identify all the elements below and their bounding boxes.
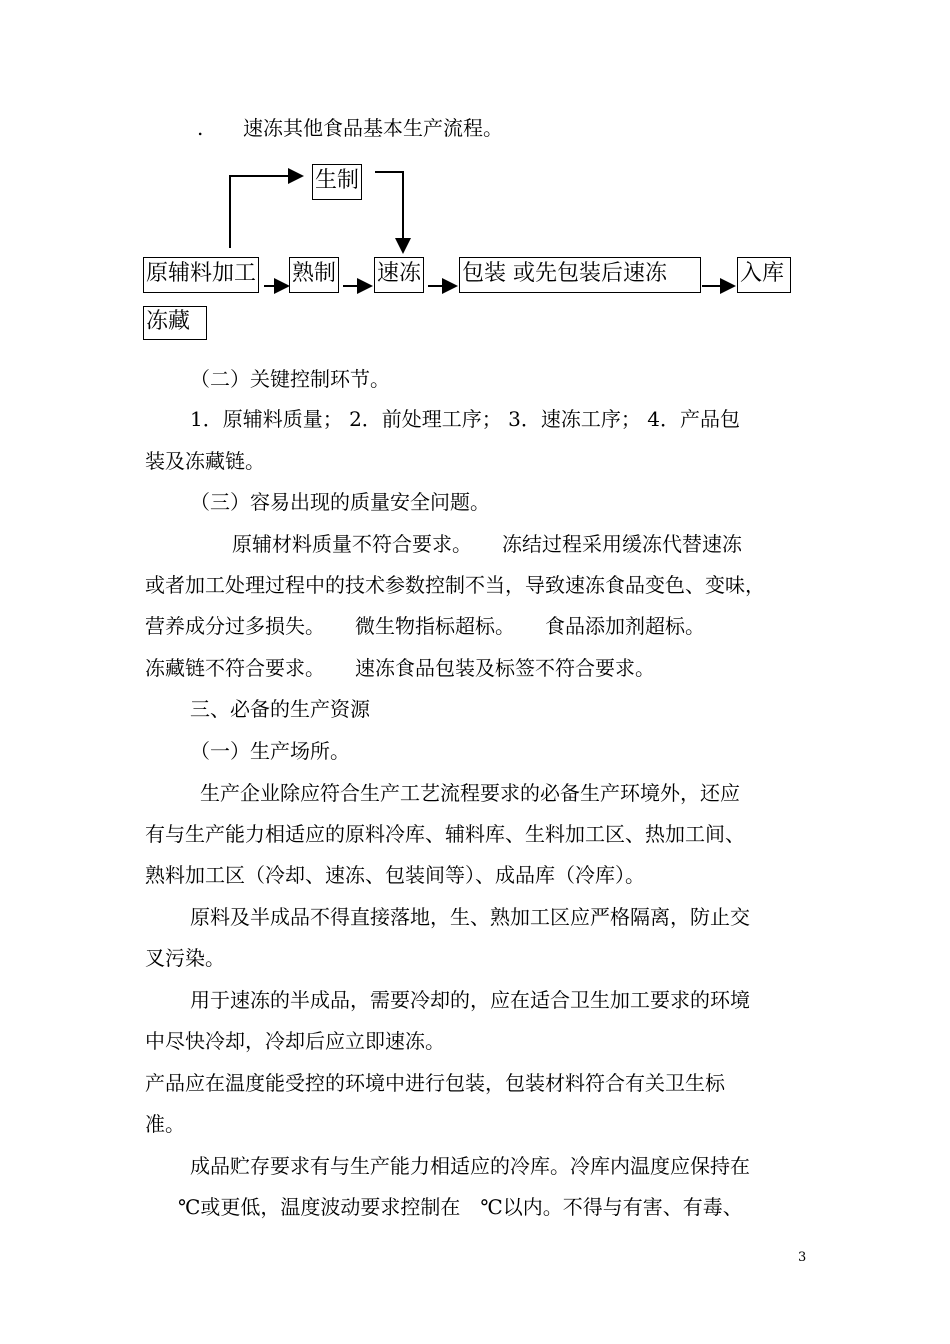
paragraph-line: 原料及半成品不得直接落地，生、熟加工区应严格隔离，防止交 bbox=[190, 905, 750, 929]
paragraph-line: 装及冻藏链。 bbox=[145, 449, 265, 473]
paragraph-line: 产品应在温度能受控的环境中进行包装，包装材料符合有关卫生标 bbox=[145, 1071, 725, 1095]
paragraph-line: 1．原辅料质量； 2．前处理工序； 3．速冻工序； 4．产品包 bbox=[190, 407, 740, 431]
paragraph-line: 生产企业除应符合生产工艺流程要求的必备生产环境外，还应 bbox=[200, 781, 740, 805]
paragraph-line: 用于速冻的半成品，需要冷却的，应在适合卫生加工要求的环境 bbox=[190, 988, 750, 1012]
flow-node-raw: 原辅料加工 bbox=[143, 257, 259, 293]
paragraph-line: 或者加工处理过程中的技术参数控制不当，导致速冻食品变色、变味， bbox=[145, 573, 765, 597]
paragraph-line: 成品贮存要求有与生产能力相适应的冷库。冷库内温度应保持在 bbox=[190, 1154, 750, 1178]
arrow-raw-make-to-freeze bbox=[375, 172, 403, 252]
paragraph-line: 原辅材料质量不符合要求。 冻结过程采用缓冻代替速冻 bbox=[232, 532, 742, 556]
section-heading: 三、必备的生产资源 bbox=[190, 697, 370, 721]
flow-node-pack: 包装 或先包装后速冻 bbox=[459, 257, 701, 293]
paragraph-line: 熟料加工区（冷却、速冻、包装间等）、成品库（冷库）。 bbox=[145, 863, 645, 887]
flow-node-freeze: 速冻 bbox=[374, 257, 424, 293]
subsection-heading: （一）生产场所。 bbox=[190, 739, 350, 763]
heading-title: 速冻其他食品基本生产流程。 bbox=[243, 116, 503, 140]
page-number: 3 bbox=[798, 1250, 807, 1265]
paragraph-line: （三）容易出现的质量安全问题。 bbox=[190, 490, 490, 514]
paragraph-line: ℃或更低，温度波动要求控制在 ℃以内。不得与有害、有毒、 bbox=[178, 1195, 743, 1219]
paragraph-line: 有与生产能力相适应的原料冷库、辅料库、生料加工区、热加工间、 bbox=[145, 822, 745, 846]
heading-bullet: . bbox=[197, 116, 204, 140]
flow-node-cooked: 熟制 bbox=[289, 257, 339, 293]
paragraph-line: 中尽快冷却，冷却后应立即速冻。 bbox=[145, 1029, 445, 1053]
arrow-raw-to-raw-make bbox=[230, 176, 302, 248]
flow-node-store: 入库 bbox=[737, 257, 791, 293]
paragraph-line: 准。 bbox=[145, 1112, 185, 1136]
flow-node-frozen: 冻藏 bbox=[143, 306, 207, 340]
paragraph-line: （二）关键控制环节。 bbox=[190, 367, 390, 391]
paragraph-line: 叉污染。 bbox=[145, 946, 225, 970]
paragraph-line: 营养成分过多损失。 微生物指标超标。 食品添加剂超标。 bbox=[145, 614, 705, 638]
paragraph-line: 冻藏链不符合要求。 速冻食品包装及标签不符合要求。 bbox=[145, 656, 655, 680]
flow-node-raw-make: 生制 bbox=[312, 164, 362, 200]
